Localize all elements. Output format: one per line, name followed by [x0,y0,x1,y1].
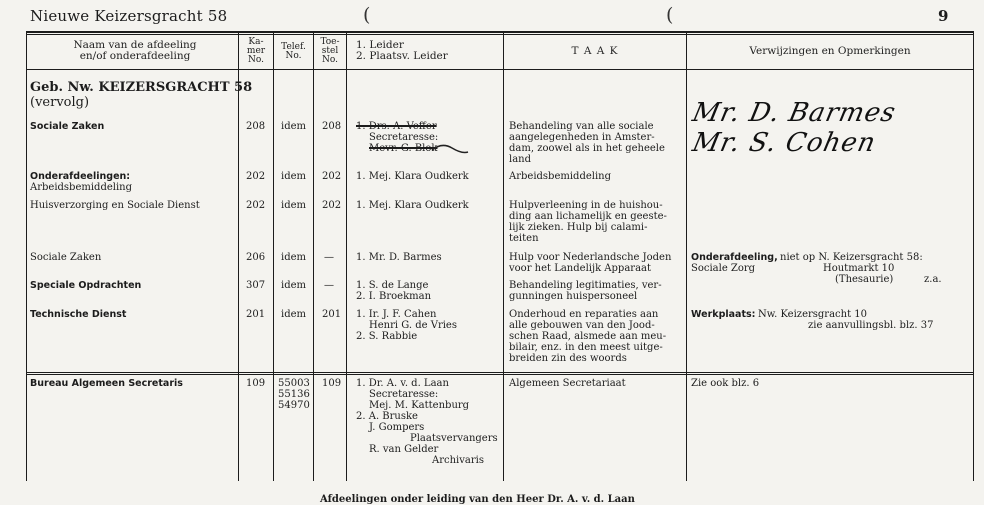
column-header-line: No. [248,55,264,65]
row-opmerking: Houtmarkt 10 [823,263,895,274]
row-taak: Arbeidsbemiddeling [509,171,612,182]
handwritten-note: Mr. S. Cohen [689,128,879,158]
row-kamer: 109 [246,378,266,389]
row-telef: 55003 [278,378,310,389]
column-line [346,31,347,481]
row-kamer: 307 [246,280,266,291]
column-header-line: en/of onderafdeeling [79,50,191,62]
row-toestel: 202 [322,200,342,211]
row-taak: bilair, enz. in den meest uitge- [509,342,663,353]
column-line [273,31,274,481]
row-leider: 2. S. Rabbie [356,331,418,342]
row-opmerking: Sociale Zorg [691,263,756,274]
row-toestel: 202 [322,171,342,182]
row-telef: idem [281,280,306,291]
row-taak: Hulpverleening in de huishou- [509,200,663,211]
row-taak: teiten [509,233,539,244]
row-taak: schen Raad, alsmede aan meu- [509,331,667,342]
page-footer: Afdeelingen onder leiding van den Heer Dr. A. v. d. Laan [320,494,635,505]
row-name: Sociale Zaken [30,121,105,132]
section-title: Geb. Nw. KEIZERSGRACHT 58 [30,80,253,95]
row-toestel: — [324,280,334,291]
row-taak: Hulp voor Nederlandsche Joden [509,252,672,263]
section-rule [26,374,974,375]
row-leider: 1. Mej. Klara Oudkerk [356,171,469,182]
column-header-line: No. [322,55,338,65]
row-taak: dam, zoowel als in het geheele [509,143,665,154]
row-toestel: 208 [322,121,342,132]
column-header-taak: T A A K [571,45,619,57]
row-taak: voor het Landelijk Apparaat [509,263,652,274]
handwritten-note: Mr. D. Barmes [689,98,899,128]
row-leider: 1. Drs. A. Veffer [356,121,437,132]
row-opmerking: Nw. Keizersgracht 10 [758,309,868,320]
row-leider: 1. Dr. A. v. d. Laan [356,378,449,389]
column-header-telef [275,43,312,61]
row-opmerking: (Thesaurie) [835,274,894,285]
row-leider: Mevr. G. Blok [369,143,438,154]
column-header-line: mer [246,46,266,56]
row-name: Huisverzorging en Sociale Dienst [30,200,200,211]
row-name: Onderafdeelingen: [30,171,131,182]
row-taak: gunningen huispersoneel [509,291,638,302]
row-taak: Behandeling van alle sociale [509,121,654,132]
row-toestel: 109 [322,378,342,389]
row-toestel: — [324,252,334,263]
row-taak: Algemeen Secretariaat [509,378,626,389]
column-header-kamer [240,38,272,65]
row-opmerking: z.a. [924,274,942,285]
column-header-verwijzingen: Verwijzingen en Opmerkingen [749,45,911,57]
row-name: Speciale Opdrachten [30,280,142,291]
row-name: Bureau Algemeen Secretaris [30,378,183,389]
row-taak: alle gebouwen van den Jood- [509,320,655,331]
row-telef: idem [281,200,306,211]
row-opmerking: niet op N. Keizersgracht 58: [780,252,923,263]
punch-mark: ( [666,4,674,26]
row-opmerking: Zie ook blz. 6 [691,378,760,389]
section-subtitle: (vervolg) [30,95,90,110]
row-taak: ding aan lichamelijk en geeste- [509,211,667,222]
row-toestel: 201 [322,309,342,320]
row-leider: Secretaresse: [369,132,439,143]
row-kamer: 208 [246,121,266,132]
row-leider: Mej. M. Kattenburg [369,400,470,411]
column-line [238,31,239,481]
row-leider: Archivaris [432,455,484,466]
handwritten-arrow-icon [430,138,470,160]
column-line [686,31,687,481]
row-leider: Secretaresse: [369,389,439,400]
column-header-line: 1. Leider [356,39,404,51]
row-telef: idem [281,309,306,320]
row-name: Arbeidsbemiddeling [30,182,133,193]
row-taak: aangelegenheden in Amster- [509,132,655,143]
row-leider: R. van Gelder [369,444,439,455]
row-leider: 1. Mej. Klara Oudkerk [356,200,469,211]
row-leider: 1. Mr. D. Barmes [356,252,442,263]
row-leider: 2. I. Broekman [356,291,432,302]
row-leider: J. Gompers [369,422,425,433]
row-name: Sociale Zaken [30,252,102,263]
column-header-line: Ka- [248,37,264,47]
section-rule [26,372,974,373]
header-rule [26,34,974,35]
column-header-line: No. [285,51,302,61]
column-header-toestel [314,38,346,65]
row-name: Technische Dienst [30,309,127,320]
column-header-leider [356,40,496,62]
row-taak: lijk zieken. Hulp bij calami- [509,222,648,233]
header-rule [26,31,974,33]
row-taak: Onderhoud en reparaties aan [509,309,659,320]
row-kamer: 202 [246,200,266,211]
row-taak: breiden zin des woords [509,353,627,364]
row-telef: 55136 [278,389,310,400]
row-telef: idem [281,121,306,132]
column-line [313,31,314,481]
column-header-line: 2. Plaatsv. Leider [356,50,448,62]
column-header-line: stel [321,46,339,56]
row-opmerking: Werkplaats: [691,309,756,320]
row-kamer: 202 [246,171,266,182]
column-line [973,31,974,481]
column-header-line: Naam van de afdeeling [73,39,197,51]
column-header-rule [26,69,974,70]
row-kamer: 206 [246,252,266,263]
row-telef: idem [281,252,306,263]
punch-mark: ( [363,4,371,26]
page-number: 9 [938,7,949,25]
column-header-name [40,40,230,62]
page-header-title: Nieuwe Keizersgracht 58 [30,7,228,25]
column-header-line: Telef. [281,42,306,52]
column-line [503,31,504,481]
row-leider: 1. Ir. J. F. Cahen [356,309,437,320]
row-taak: Behandeling legitimaties, ver- [509,280,662,291]
row-leider: Henri G. de Vries [369,320,457,331]
row-opmerking: Onderafdeeling, [691,252,778,263]
row-kamer: 201 [246,309,266,320]
column-header-line: Toe- [320,37,340,47]
row-leider: 1. S. de Lange [356,280,429,291]
row-telef: 54970 [278,400,310,411]
column-line [26,31,27,481]
row-taak: land [509,154,532,165]
row-opmerking: zie aanvullingsbl. blz. 37 [808,320,934,331]
row-leider: 2. A. Bruske [356,411,418,422]
row-telef: idem [281,171,306,182]
row-leider: Plaatsvervangers [410,433,498,444]
